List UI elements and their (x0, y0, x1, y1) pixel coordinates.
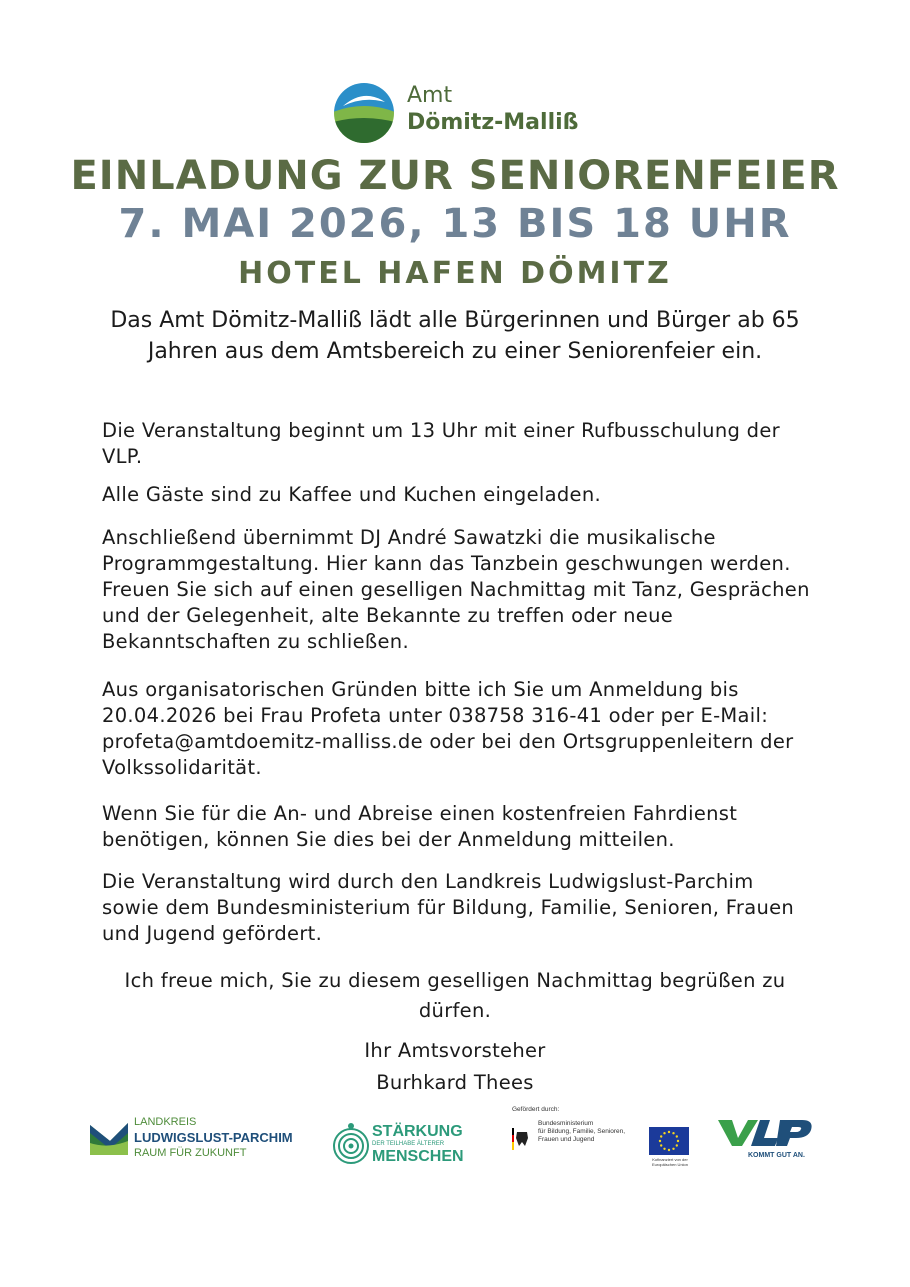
vlp-wordmark-icon (718, 1118, 814, 1148)
ministry-name (538, 1120, 625, 1144)
signature (100, 1035, 810, 1099)
staerkung-line2: DER TEILHABE ÄLTERER (372, 1141, 445, 1147)
ministry-line3: Frauen und Jugend (538, 1136, 595, 1143)
landkreis-logo (88, 1115, 293, 1167)
paragraph: Die Veranstaltung wird durch den Landkreis Ludwigslust-Parchim sowie dem Bundesministerium für Bildung, Familie, Senioren, Frauen und Jugend gefördert. (102, 870, 795, 945)
event-venue: HOTEL HAFEN DÖMITZ (238, 256, 672, 291)
intro-text: Das Amt Dömitz-Malliß lädt alle Bürgerinnen und Bürger ab 65 Jahren aus dem Amtsbereich zu einer Seniorenfeier ein. (110, 308, 800, 364)
ministry-line1: Bundesministerium (538, 1120, 594, 1127)
paragraph: Alle Gäste sind zu Kaffee und Kuchen eingeladen. (102, 483, 602, 506)
landkreis-line1: LANDKREIS (134, 1116, 197, 1128)
eu-flag-icon (649, 1127, 689, 1155)
concentric-circles-icon (332, 1122, 372, 1166)
event-date: 7. MAI 2026, 13 BIS 18 UHR (118, 201, 792, 247)
vlp-tagline: KOMMT GUT AN. (748, 1152, 805, 1159)
amt-logo-mark-icon (333, 82, 395, 144)
landkreis-line3: RAUM FÜR ZUKUNFT (134, 1147, 247, 1159)
logo-amt-text: Amt (407, 83, 453, 108)
vlp-logo (718, 1118, 818, 1166)
paragraph: Aus organisatorischen Gründen bitte ich Sie um Anmeldung bis 20.04.2026 bei Frau Profeta unter 038758 316-41 oder per E-Mail: profeta@amtdoemitz-malliss.de oder bei den Ortsgruppenleitern der Volkssolidarität. (102, 678, 794, 779)
landkreis-line2: LUDWIGSLUST-PARCHIM (134, 1130, 293, 1145)
funded-by-label: Gefördert durch: (512, 1106, 560, 1113)
signature-role: Ihr Amtsvorsteher (364, 1039, 546, 1062)
ministry-line2: für Bildung, Familie, Senioren, (538, 1128, 626, 1135)
paragraph: Die Veranstaltung beginnt um 13 Uhr mit einer Rufbusschulung der VLP. (102, 419, 780, 468)
staerkung-line3: MENSCHEN (372, 1148, 464, 1165)
eu-logo (647, 1127, 693, 1171)
paragraph: Anschließend übernimmt DJ André Sawatzki die musikalische Programmgestaltung. Hier kann das Tanzbein geschwungen werden. Freuen Sie sich auf einen geselligen Nachmittag mit Tanz, Gesprächen und der Gelegenheit, alte Bekannte zu treffen oder neue Bekanntschaften zu schließen. (102, 526, 810, 653)
closing-text: Ich freue mich, Sie zu diesem geselligen Nachmittag begrüßen zu dürfen. (124, 969, 786, 1022)
staerkung-line1: STÄRKUNG (372, 1123, 463, 1140)
staerkung-logo (332, 1122, 462, 1168)
signature-name: Burhkard Thees (376, 1071, 534, 1094)
amt-logo (333, 80, 583, 144)
ministry-logo (512, 1106, 642, 1166)
landkreis-mark-icon (88, 1119, 130, 1159)
logo-name-text: Dömitz-Malliß (407, 110, 579, 135)
page-title: EINLADUNG ZUR SENIORENFEIER (70, 153, 840, 199)
eu-caption: Kofinanziert von der Europäischen Union (651, 1157, 689, 1167)
paragraph: Wenn Sie für die An- und Abreise einen kostenfreien Fahrdienst benötigen, können Sie dies bei der Anmeldung mitteilen. (102, 802, 738, 851)
federal-eagle-icon (512, 1128, 532, 1150)
